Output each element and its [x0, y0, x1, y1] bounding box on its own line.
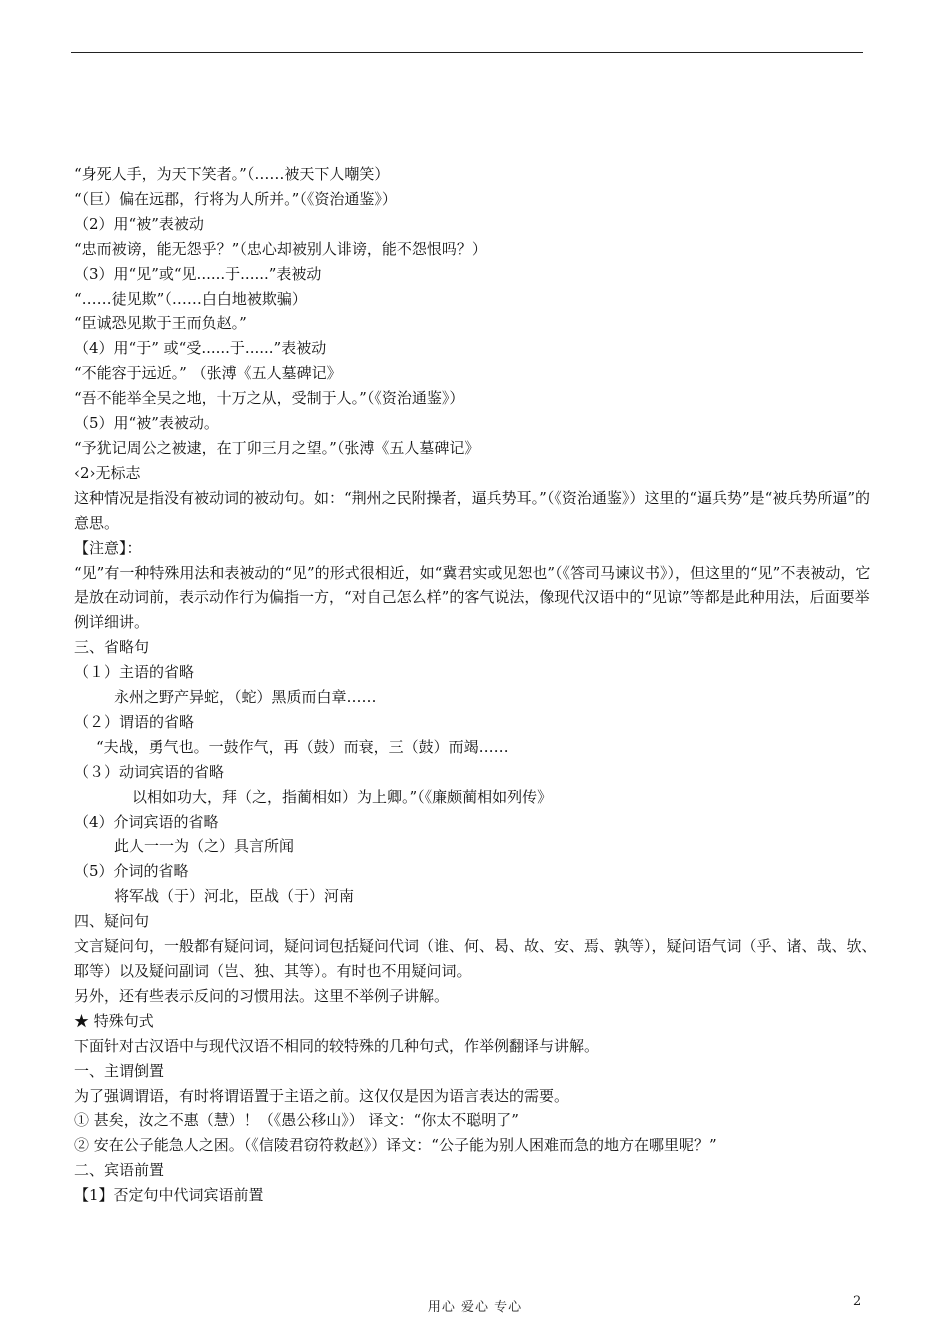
- example-line: ① 甚矣，汝之不惠（慧）！（《愚公移山》） 译文：“你太不聪明了”: [74, 1111, 519, 1130]
- example-line: 此人一一为（之）具言所闻: [114, 837, 295, 856]
- section-heading: 一、主谓倒置: [74, 1061, 165, 1080]
- text-line: “（巨）偏在远郡，行将为人所并。”（《资治通鉴》）: [74, 189, 397, 208]
- text-line: 【1】否定句中代词宾语前置: [74, 1186, 264, 1205]
- text-line: 另外，还有些表示反问的习惯用法。这里不举例子讲解。: [74, 986, 450, 1005]
- text-line: “身死人手，为天下笑者。”（……被天下人嘲笑）: [74, 165, 390, 183]
- section-heading: 二、宾语前置: [74, 1161, 165, 1180]
- text-line: （２）谓语的省略: [74, 712, 195, 731]
- paragraph: 文言疑问句，一般都有疑问词，疑问词包括疑问代词（谁、何、曷、故、安、焉、孰等），疑问语气词（乎、诸、哉、欤、耶等）以及疑问副词（岂、独、其等）。有时也不用疑问词。: [74, 937, 877, 980]
- page-footer: 用心 爱心 专心: [427, 1300, 523, 1315]
- text-line: “……徒见欺”（……白白地被欺骗）: [74, 289, 307, 308]
- text-line: “忠而被谤，能无怨乎？”（忠心却被别人诽谤，能不怨恨吗？）: [74, 239, 487, 258]
- text-line: （4）用“于” 或“受......于......”表被动: [74, 339, 327, 358]
- text-line: （３）动词宾语的省略: [74, 762, 225, 781]
- paragraph: 这种情况是指没有被动词的被动句。如：“荆州之民附操者，逼兵势耳。”（《资治通鉴》）这里的“逼兵势”是“被兵势所逼”的意思。: [74, 488, 871, 532]
- example-line: 永州之野产异蛇，（蛇）黑质而白章……: [114, 688, 377, 707]
- note-heading: 【注意】：: [74, 538, 142, 557]
- text-line: “不能容于远近。” （张溥《五人墓碑记》: [74, 364, 342, 383]
- text-line: （5）用“被”表被动。: [74, 414, 219, 433]
- text-line: “吾不能举全吴之地，十万之从，受制于人。”（《资治通鉴》）: [74, 389, 465, 408]
- section-heading: 三、省略句: [74, 638, 150, 657]
- text-line: （4）介词宾语的省略: [74, 812, 219, 831]
- example-line: 将军战（于）河北，臣战（于）河南: [114, 887, 355, 906]
- example-line: “夫战，勇气也。一鼓作气，再（鼓）而衰，三（鼓）而竭……: [96, 737, 509, 756]
- document-body: [74, 162, 880, 1208]
- text-line: “予犹记周公之被逮，在丁卯三月之望。”（张溥《五人墓碑记》: [74, 438, 480, 457]
- text-line: 为了强调谓语，有时将谓语置于主语之前。这仅仅是因为语言表达的需要。: [74, 1086, 570, 1105]
- example-line: 以相如功大，拜（之，指蔺相如）为上卿。”（《廉颇蔺相如列传》: [132, 787, 553, 806]
- header-rule: [71, 52, 863, 53]
- example-line: ② 安在公子能急人之困。（《信陵君窃符救赵》）译文：“公子能为别人困难而急的地方在哪里呢？”: [74, 1136, 717, 1155]
- text-line: （5）介词的省略: [74, 862, 189, 881]
- text-line: （１）主语的省略: [74, 663, 195, 682]
- text-line: （3）用“见”或“见......于......”表被动: [74, 264, 322, 283]
- section-heading: ★ 特殊句式: [74, 1011, 154, 1030]
- section-heading: 四、疑问句: [74, 912, 150, 931]
- text-line: （2）用“被”表被动: [74, 214, 204, 233]
- section-heading: ‹2›无标志: [74, 463, 141, 482]
- text-line: “臣诚恐见欺于王而负赵。”: [74, 314, 247, 333]
- page-number: 2: [853, 1294, 862, 1309]
- paragraph: “见”有一种特殊用法和表被动的“见”的形式很相近，如“冀君实或见恕也”（《答司马谏议书》），但这里的“见”不表被动，它是放在动词前，表示动作行为偏指一方，“对自己怎么样”的客气说法，像现代汉语中的“见谅”等都是此种用法，后面要举例详细讲。: [74, 563, 871, 632]
- text-line: 下面针对古汉语中与现代汉语不相同的较特殊的几种句式，作举例翻译与讲解。: [74, 1036, 600, 1055]
